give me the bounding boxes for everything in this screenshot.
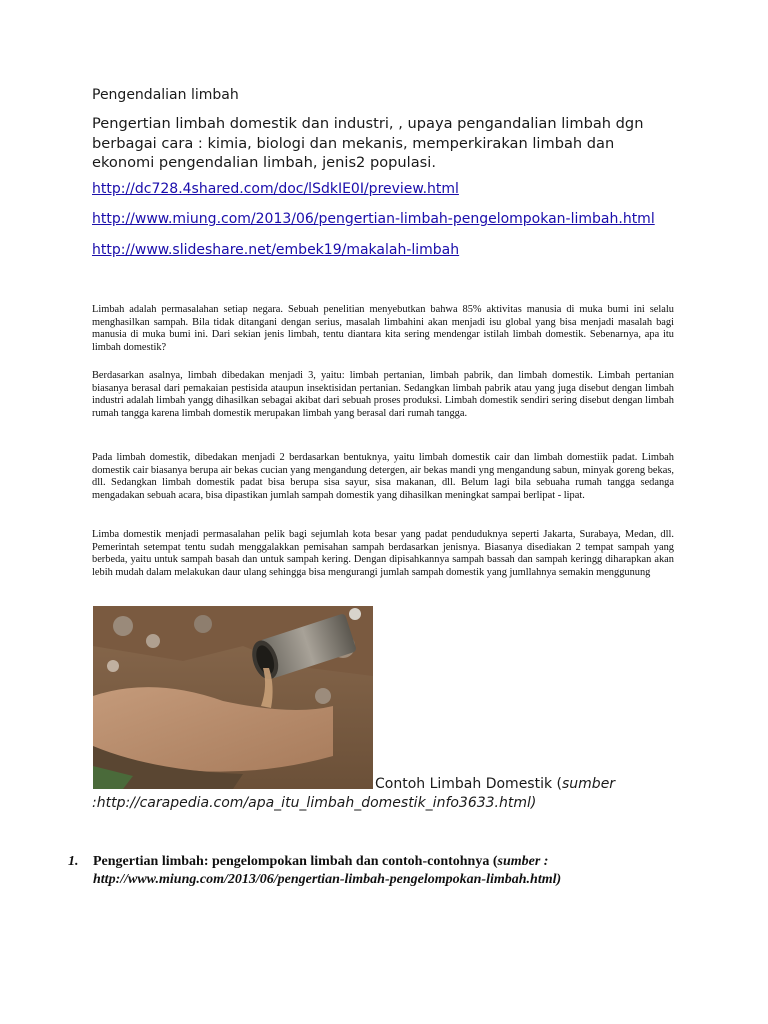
link-miung[interactable]: http://www.miung.com/2013/06/pengertian-limbah-pengelompokan-limbah.html [92,211,655,227]
list-item-text [93,853,663,889]
list-item-source-label: sumber : [497,854,549,869]
link-4shared[interactable]: http://dc728.4shared.com/doc/lSdkIE0I/preview.html [92,181,459,197]
waste-pipe-photo [93,606,373,789]
caption-label: Contoh Limbah Domestik ( [375,776,562,792]
list-item-source-url[interactable]: http://www.miung.com/2013/06/pengertian-limbah-pengelompokan-limbah.html) [93,872,562,887]
paragraph-1: Limbah adalah permasalahan setiap negara. Sebuah penelitian menyebutkan bahwa 85% aktivitas manusia di muka bumi ini selalu menghasilkan sampah. Bila tidak ditangani dengan serius, masalah limbahini akan menjadi isu global yang bisa menjadi masalah bagi manusia di muka bumi ini. Dari sekian jenis limbah, tentu diantara kita sering mendengar istilah limbah domestik. Sebenarnya, apa itu limbah domestik? [92,304,674,353]
paragraph-3: Pada limbah domestik, dibedakan menjadi 2 berdasarkan bentuknya, yaitu limbah domestik cair dan limbah domestiik padat. Limbah domestik cair biasanya berupa air bekas cucian yang mengandung detergen, air bekas mandi yng mengandung sabun, minyak goreng bekas, dll. Sedangkan limbah domestik padat bisa berupa sisa sayur, sisa makanan, dll. Belum lagi bila sebuaha rumah tangga sedanga mengadakan sebuah acara, bisa dipastikan jumlah sampah domestik yang dihasilkan meningkat sampai berlipat - lipat. [92,452,674,501]
caption-source: sumber :http://carapedia.com/apa_itu_limbah_domestik_info3633.html) [92,776,616,811]
paragraph-2: Berdasarkan asalnya, limbah dibedakan menjadi 3, yaitu: limbah pertanian, limbah pabrik, dan limbah domestik. Limbah pertanian biasanya berasal dari pemakaian pestisida ataupun insektisidan pertanian. Sedangkan limbah pabrik atau yang juga disebut dengan limbah industri adalah limbah yangg dihasilkan sebagai akibat dari sebuah proses produksi. Limbah domestik sendiri sering disebut dengan limbah rumah tangga karena limbah domestik merupakan limbah yang berasal dari rumah tangga. [92,370,674,419]
document-heading: Pengendalian limbah [92,87,239,103]
photo-caption [92,775,682,813]
intro-paragraph: Pengertian limbah domestik dan industri, , upaya pengandalian limbah dgn berbagai cara : kimia, biologi dan mekanis, memperkirakan limbah dan ekonomi pengendalian limbah, jenis2 populasi. [92,115,644,171]
list-item-title: Pengertian limbah: pengelompokan limbah dan contoh-contohnya ( [93,854,498,869]
paragraph-4: Limba domestik menjadi permasalahan pelik bagi sejumlah kota besar yang padat penduduknya seperti Jakarta, Surabaya, Medan, dll. Pemerintah setempat tentu sudah menggalakkan pemisahan sampah berdasarkan jenisnya. Biasanya disediakan 2 tempat sampah yang berbeda, yaitu untuk sampah basah dan untuk sampah kering. Dengan dipisahkannya sampah bassah dan sampah keringg diharapkan akan lebih mudah dalam melakukan daur ulang sehingga bisa mengurangi jumlah sampah domestik yang jumllahnya semakin menggunung [92,529,674,578]
list-number: 1. [68,854,79,869]
link-slideshare[interactable]: http://www.slideshare.net/embek19/makalah-limbah [92,242,460,258]
